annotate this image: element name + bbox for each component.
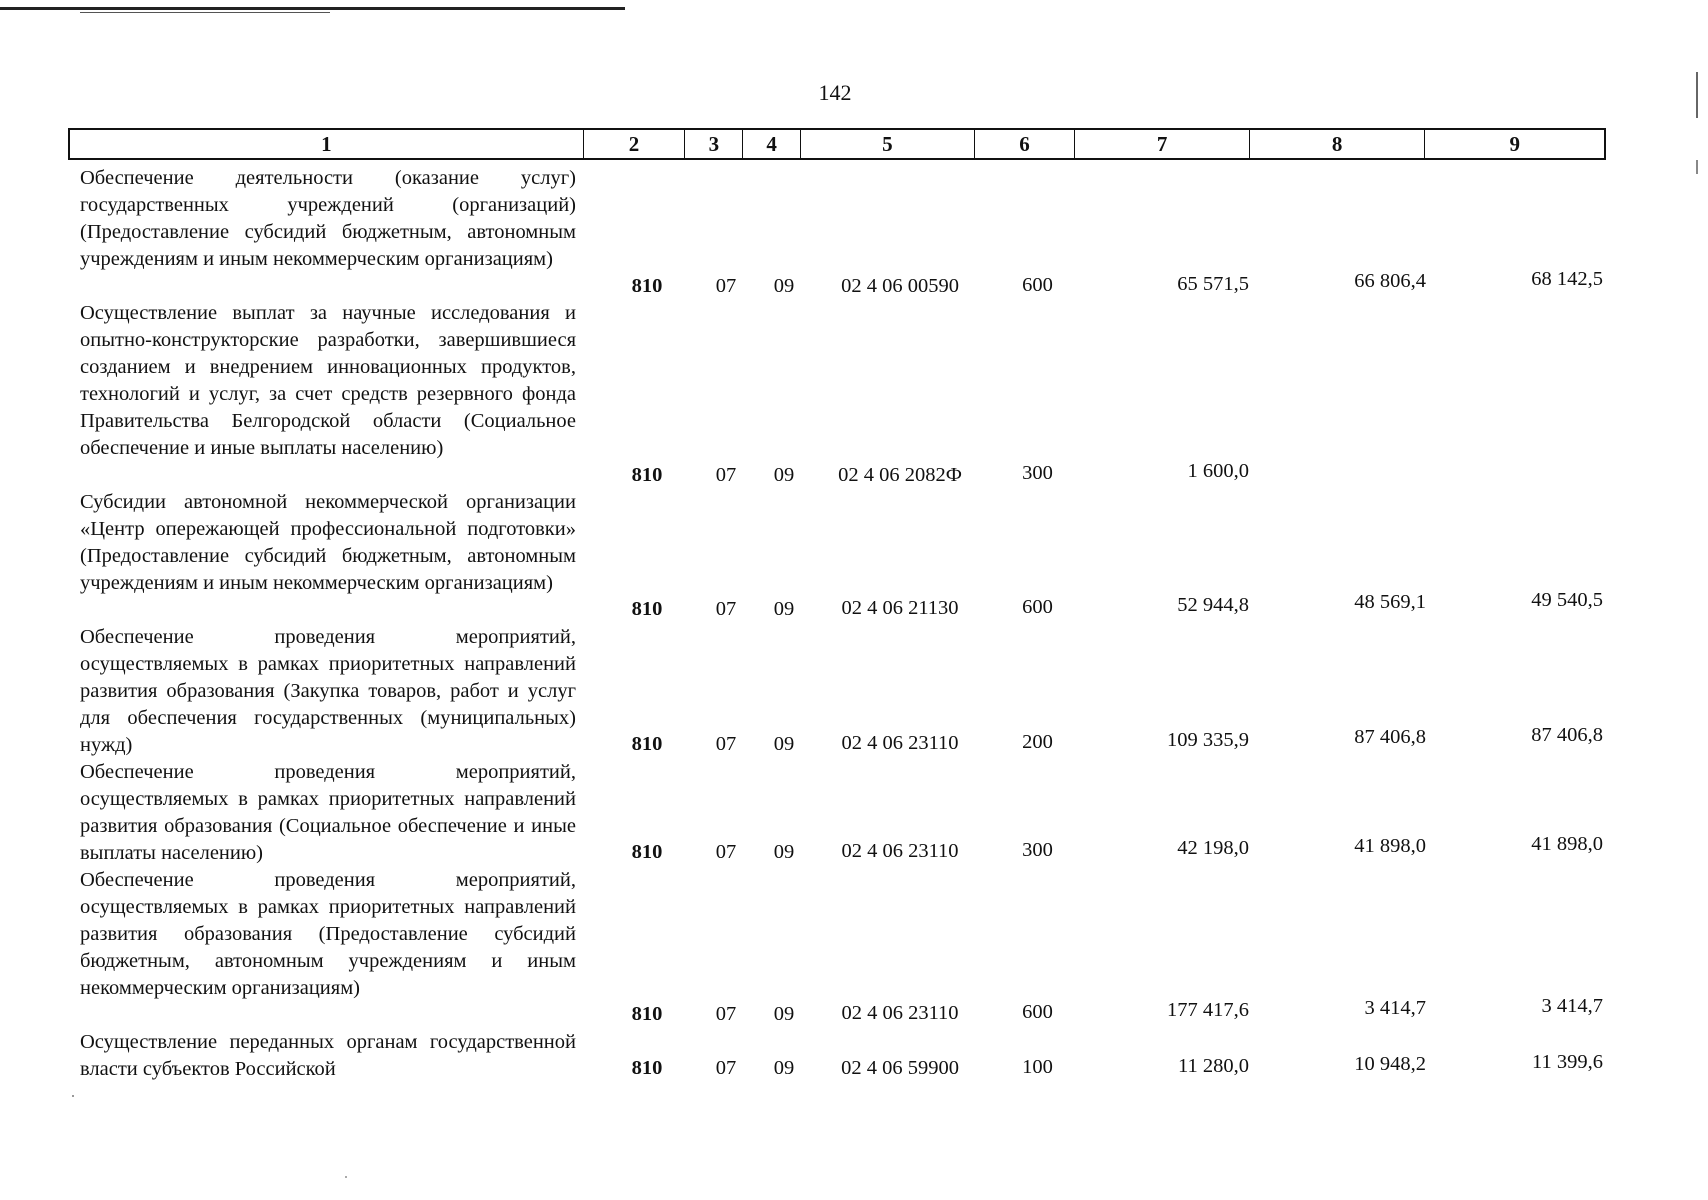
row-description: Субсидии автономной некоммерческой организации «Центр опережающей профессиональной подготовки» (Предоставление субсидий бюджетным, автономным учреждениям и иным некоммерческим организациям) [80,491,576,594]
cell-col4: 09 [773,1003,795,1025]
row-description: Обеспечение проведения мероприятий, осуществляемых в рамках приоритетных направлений развития образования (Социальное обеспечение и иные выплаты населению) [80,761,576,864]
cell-col6: 200 [1022,731,1053,753]
cell-col2: 810 [631,598,663,620]
row-description: Обеспечение деятельности (оказание услуг) государственных учреждений (организаций) (Предоставление субсидий бюджетным, автономным учреждениям и иным некоммерческим организациям) [80,167,576,270]
cell-col3: 07 [715,733,737,755]
row-description: Осуществление переданных органам государственной власти субъектов Российской [80,1031,576,1080]
cell-col7: 109 335,9 [1167,729,1249,751]
column-header-9: 9 [1509,132,1520,156]
cell-col3: 07 [715,464,737,486]
cell-col4: 09 [773,1057,795,1079]
cell-col2: 810 [631,464,663,486]
cell-col2: 810 [631,1057,663,1079]
cell-col8: 66 806,4 [1354,270,1426,292]
row-description: Осуществление выплат за научные исследования и опытно-конструкторские разработки, завершившиеся созданием и внедрением инновационных продуктов, технологий и услуг, за счет средств резервного фонда Правительства Белгородской области (Социальное обеспечение и иные выплаты населению) [80,302,576,459]
cell-col5: 02 4 06 21130 [841,597,959,619]
column-header-3: 3 [685,130,743,158]
page-number: 142 [818,80,852,105]
cell-col9: 49 540,5 [1531,589,1603,611]
scan-edge-mark [1696,160,1698,174]
cell-col6: 100 [1022,1056,1053,1078]
cell-col8: 10 948,2 [1354,1053,1426,1075]
cell-col5: 02 4 06 59900 [841,1057,959,1079]
cell-col5: 02 4 06 2082Ф [838,464,962,486]
cell-col9: 68 142,5 [1531,268,1603,290]
cell-col8: 48 569,1 [1354,591,1426,613]
cell-col9: 41 898,0 [1531,833,1603,855]
column-header-5: 5 [801,130,975,158]
cell-col4: 09 [773,841,795,863]
cell-col8: 41 898,0 [1354,835,1426,857]
cell-col2: 810 [631,733,663,755]
cell-col4: 09 [773,275,795,297]
cell-col9: 11 399,6 [1532,1051,1603,1073]
cell-col3: 07 [715,1003,737,1025]
cell-col4: 09 [773,733,795,755]
row-description: Обеспечение проведения мероприятий, осуществляемых в рамках приоритетных направлений развития образования (Закупка товаров, работ и услуг для обеспечения государственных (муниципальных) нужд) [80,626,576,756]
cell-col7: 177 417,6 [1167,999,1249,1021]
scan-edge-mark [1696,72,1698,118]
cell-col6: 600 [1022,596,1053,618]
scan-edge-line [0,7,625,10]
table-header-row [68,128,1606,160]
cell-col2: 810 [631,1003,663,1025]
column-header-7: 7 [1075,130,1250,158]
cell-col9: 3 414,7 [1541,995,1603,1017]
cell-col4: 09 [773,464,795,486]
column-header-6: 6 [975,130,1076,158]
cell-col3: 07 [715,598,737,620]
row-description: Обеспечение проведения мероприятий, осуществляемых в рамках приоритетных направлений развития образования (Предоставление субсидий бюджетным, автономным учреждениям и иным некоммерческим организациям) [80,869,576,999]
cell-col7: 42 198,0 [1177,837,1249,859]
cell-col6: 300 [1022,462,1053,484]
cell-col3: 07 [715,841,737,863]
cell-col4: 09 [773,598,795,620]
cell-col5: 02 4 06 23110 [841,840,959,862]
cell-col8: 87 406,8 [1354,726,1426,748]
cell-col8: 3 414,7 [1364,997,1426,1019]
cell-col7: 65 571,5 [1177,273,1249,295]
scan-speck [345,1176,347,1178]
cell-col6: 600 [1022,274,1053,296]
cell-col2: 810 [631,841,663,863]
cell-col3: 07 [715,1057,737,1079]
cell-col6: 600 [1022,1001,1053,1023]
column-header-8: 8 [1250,130,1426,158]
cell-col3: 07 [715,275,737,297]
column-header-4: 4 [743,130,801,158]
cell-col7: 52 944,8 [1177,594,1249,616]
column-header-1: 1 [70,130,584,158]
cell-col7: 11 280,0 [1178,1055,1249,1077]
cell-col5: 02 4 06 23110 [841,1002,959,1024]
cell-col5: 02 4 06 00590 [841,275,959,297]
cell-col9: 87 406,8 [1531,724,1603,746]
scan-edge-line-thin [80,12,330,13]
cell-col2: 810 [631,275,663,297]
cell-col6: 300 [1022,839,1053,861]
scan-speck [72,1095,74,1097]
column-header-2: 2 [584,130,686,158]
cell-col7: 1 600,0 [1187,460,1249,482]
cell-col5: 02 4 06 23110 [841,732,959,754]
